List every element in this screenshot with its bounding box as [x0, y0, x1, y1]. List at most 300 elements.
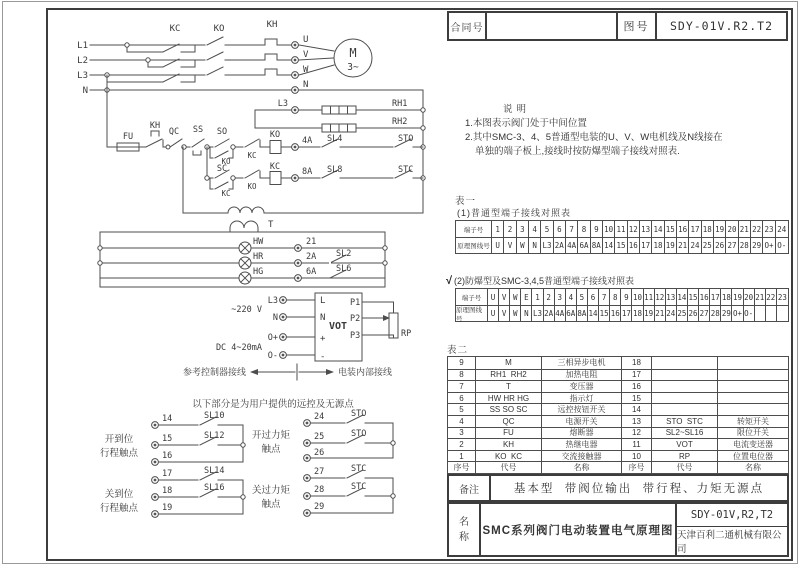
contract-no-value — [487, 13, 618, 39]
label-n-terminal: N — [303, 80, 309, 90]
label-sl10: SL10 — [204, 411, 225, 421]
cell: 22 — [751, 221, 763, 237]
label-kc-interlock: KC — [247, 151, 257, 160]
terminal-14: 14 — [162, 414, 173, 424]
label-stc-contact1: STC — [351, 464, 367, 474]
cell: 10 — [622, 451, 652, 462]
cell: V — [499, 306, 510, 321]
cell: 2A — [544, 306, 555, 321]
cell: 三相异步电机 — [542, 357, 622, 369]
terminal-25: 25 — [314, 432, 325, 442]
cell: 热继电器 — [542, 439, 622, 450]
label-l1: L1 — [77, 41, 88, 51]
vot-pin-l: L — [320, 296, 326, 306]
cell: 17 — [689, 221, 701, 237]
cell: HW HR HG — [476, 393, 542, 404]
terminal-15: 15 — [162, 434, 173, 444]
vot-pin-plus: + — [320, 334, 326, 344]
line-numbers-row — [492, 238, 788, 253]
label-w: W — [303, 65, 309, 75]
table1-sub1: (1)普通型端子接线对照表 — [457, 208, 572, 218]
label-transformer: T — [268, 220, 274, 230]
terminal-27: 27 — [314, 467, 325, 477]
cell: 熔断器 — [542, 428, 622, 439]
cell: 18 — [622, 357, 652, 369]
label-rp: RP — [401, 329, 412, 339]
cell: 1 — [532, 289, 543, 305]
label-qc: QC — [168, 127, 180, 137]
cell: 2 — [544, 289, 555, 305]
table1-sub2: (2)防爆型及SMC-3,4,5普通型端子接线对照表 — [454, 276, 635, 286]
cell: 24 — [666, 306, 677, 321]
cell: 19 — [714, 221, 726, 237]
notes-block — [455, 103, 785, 159]
cell: 4A — [566, 238, 578, 253]
row-label: 端子号 — [456, 289, 488, 305]
cell: RH1 RH2 — [476, 370, 542, 381]
cell: 6 — [554, 221, 566, 237]
terminal-table-explosion — [455, 288, 789, 322]
divider-left-note: 参考控制器接线 — [182, 368, 246, 378]
component-table — [447, 356, 789, 474]
divider-right-note: 电装内部接线 — [338, 368, 393, 378]
cell: FU — [476, 428, 542, 439]
terminal-24: 24 — [314, 412, 325, 422]
cell — [718, 357, 788, 369]
cell: W — [517, 238, 529, 253]
cell: QC — [476, 416, 542, 427]
terminal-numbers-row — [492, 221, 788, 237]
cell: 6A — [578, 238, 590, 253]
table1-sub2-wrap — [446, 274, 634, 287]
cell: 13 — [622, 416, 652, 427]
cell: RP — [652, 451, 718, 462]
cell: 7 — [566, 221, 578, 237]
label-so: SO — [216, 127, 228, 137]
label-4a: 4A — [302, 136, 313, 146]
notes-line3: 单独的端子板上,接线时按防爆型端子接线对照表. — [475, 146, 680, 157]
label-sl12: SL12 — [204, 431, 225, 441]
label-kh-contact: KH — [149, 121, 161, 131]
remarks-block — [447, 474, 789, 502]
cell: 12 — [655, 289, 666, 305]
cell: 14 — [588, 306, 599, 321]
cell: 序号 — [448, 462, 476, 473]
line-numbers-row — [488, 306, 788, 321]
remote-section-title: 以下部分是为用户提供的远控及无源点 — [192, 399, 354, 410]
cell: 19 — [644, 306, 655, 321]
cell: 21 — [755, 289, 766, 305]
label-ko-contactor: KO — [213, 24, 225, 34]
cell: W — [510, 306, 521, 321]
cell: V — [499, 289, 510, 305]
remote-contacts — [100, 398, 395, 517]
label-21: 21 — [306, 237, 317, 247]
cell: 16 — [677, 221, 689, 237]
cell: 指示灯 — [542, 393, 622, 404]
cell: 10 — [632, 289, 643, 305]
cell: 11 — [622, 439, 652, 450]
cell: 12 — [622, 428, 652, 439]
cell: 17 — [622, 370, 652, 381]
cell: O- — [744, 306, 755, 321]
label-l2: L2 — [77, 56, 88, 66]
cell: VOT — [652, 439, 718, 450]
label-sc: SC — [216, 164, 228, 174]
label-8a: 8A — [302, 167, 313, 177]
cell: 9 — [621, 289, 632, 305]
cell — [755, 306, 766, 321]
cell: 序号 — [622, 462, 652, 473]
cell — [652, 404, 718, 415]
label-sl4: SL4 — [327, 134, 343, 144]
cell: 6 — [448, 393, 476, 404]
cell: 22 — [766, 289, 777, 305]
terminal-table-normal — [455, 220, 789, 254]
cell: 11 — [615, 221, 627, 237]
cell: L3 — [532, 306, 543, 321]
label-6a: 6A — [306, 267, 317, 277]
notes-line2: 2.其中SMC-3、4、5普通型电装的U、V、W电机线及N线接在 — [465, 132, 723, 143]
cell — [652, 357, 718, 369]
component-header-row — [448, 461, 788, 473]
cell: 5 — [448, 404, 476, 415]
label-sl8: SL8 — [327, 165, 343, 175]
cell: 17 — [710, 289, 721, 305]
row-label: 原理图线号 — [456, 238, 492, 253]
cell — [777, 306, 788, 321]
cell: 15 — [622, 393, 652, 404]
cell: 8A — [591, 238, 603, 253]
label-fu: FU — [122, 132, 134, 142]
vot-pin-p2: P2 — [350, 314, 361, 324]
terminal-26: 26 — [314, 448, 325, 458]
cell: 20 — [744, 289, 755, 305]
label-sto-contact1: STO — [351, 409, 367, 419]
cell: 14 — [677, 289, 688, 305]
cell: U — [492, 238, 504, 253]
cell: 2A — [554, 238, 566, 253]
cell: 16 — [628, 238, 640, 253]
label-ko-hold: KO — [221, 157, 231, 166]
cell: U — [488, 306, 499, 321]
cell: 12 — [628, 221, 640, 237]
cell: 29 — [721, 306, 732, 321]
cell: 27 — [699, 306, 710, 321]
cell: 14 — [652, 221, 664, 237]
cell: 18 — [721, 289, 732, 305]
group2-label1: 关到位 — [104, 489, 134, 500]
cell: 23 — [777, 292, 787, 302]
vot-transmitter — [216, 293, 411, 362]
remarks-label: 备注 — [449, 476, 491, 500]
cell: 17 — [640, 238, 652, 253]
label-v: V — [303, 50, 309, 60]
cell: V — [504, 238, 516, 253]
label-dc-420ma: DC 4~20mA — [215, 343, 262, 353]
cell: 2 — [504, 221, 516, 237]
cell: STO STC — [652, 416, 718, 427]
cell: 9 — [448, 357, 476, 369]
label-hw: HW — [253, 237, 264, 247]
label-l3: L3 — [77, 71, 88, 81]
group4-label2: 触点 — [261, 499, 281, 510]
component-row — [448, 427, 788, 439]
group1-label1: 开到位 — [104, 434, 134, 445]
cell — [652, 381, 718, 392]
cell: 名称 — [745, 463, 761, 473]
cell: 16 — [610, 306, 621, 321]
cell: 1 — [448, 451, 476, 462]
vot-pin-p3: P3 — [350, 331, 361, 341]
cell: 5 — [577, 289, 588, 305]
company-name: 天津百利二通机械有限公司 — [677, 530, 782, 555]
label-o-minus: O- — [267, 351, 278, 361]
cell: 26 — [714, 238, 726, 253]
label-kc-coil: KC — [269, 162, 281, 172]
cell: O- — [777, 241, 787, 250]
cell: O+ — [732, 306, 743, 321]
cell: 13 — [666, 289, 677, 305]
cell: 9 — [591, 221, 603, 237]
cell: 28 — [739, 238, 751, 253]
component-row — [448, 450, 788, 462]
terminal-18: 18 — [162, 486, 173, 496]
label-u: U — [303, 35, 309, 45]
drawing-title: SMC系列阀门电动装置电气原理图 — [481, 504, 677, 555]
cell: KH — [476, 439, 542, 450]
label-stc: STC — [398, 165, 414, 175]
component-row — [448, 357, 788, 369]
cell — [718, 404, 788, 415]
row-label: 端子号 — [456, 221, 492, 237]
cell: 18 — [652, 238, 664, 253]
cell: 21 — [677, 238, 689, 253]
cell: 3 — [448, 428, 476, 439]
terminal-29: 29 — [314, 502, 325, 512]
group3-label1: 开过力矩 — [251, 430, 291, 441]
cell: 4 — [448, 416, 476, 427]
label-220v: ~220 V — [231, 305, 262, 315]
motor-phase: 3~ — [347, 62, 359, 73]
cell: 16 — [622, 381, 652, 392]
cell: 转矩开关 — [737, 416, 769, 426]
cell: 24 — [689, 238, 701, 253]
cell: 6A — [566, 306, 577, 321]
label-kc-contactor: KC — [169, 24, 181, 34]
cell: 1 — [492, 221, 504, 237]
name-label — [449, 504, 481, 555]
label-sl16: SL16 — [204, 483, 225, 493]
cell — [718, 370, 788, 381]
group4-label1: 关过力矩 — [251, 485, 291, 496]
notes-heading: 说明 — [503, 104, 531, 115]
motor-m: M — [349, 46, 357, 60]
cell: 3 — [555, 289, 566, 305]
cell: SL2~SL16 — [652, 428, 718, 439]
component-row — [448, 415, 788, 427]
control-circuit — [107, 75, 423, 232]
cell: 18 — [702, 221, 714, 237]
cell: 限位开关 — [737, 428, 769, 438]
vot-pin-minus: - — [320, 352, 326, 362]
cell: 4A — [555, 306, 566, 321]
cell: 8 — [448, 370, 476, 381]
cell: KO KC — [476, 451, 542, 462]
wiring-divider — [183, 364, 392, 380]
row-label: 原理图线号 — [456, 306, 488, 321]
cell: N — [529, 238, 541, 253]
cell: SS SO SC — [476, 404, 542, 415]
cell: 6 — [588, 289, 599, 305]
cell: 13 — [640, 221, 652, 237]
label-stc-contact2: STC — [351, 482, 367, 492]
component-row — [448, 438, 788, 450]
cell: 19 — [732, 289, 743, 305]
table2-caption: 表二 — [447, 345, 469, 356]
vot-pin-p1: P1 — [350, 298, 361, 308]
label-ss: SS — [192, 125, 204, 135]
cell: 15 — [615, 238, 627, 253]
cell: 25 — [702, 238, 714, 253]
remarks-value: 基本型 带阀位输出 带行程、力矩无源点 — [513, 483, 765, 495]
cell — [718, 393, 788, 404]
component-row — [448, 369, 788, 381]
cell: E — [521, 289, 532, 305]
cell: 远控按钮开关 — [542, 404, 622, 415]
cell: 4 — [529, 221, 541, 237]
cell: 21 — [739, 221, 751, 237]
vot-title: VOT — [328, 321, 348, 332]
cell: L3 — [541, 238, 553, 253]
cell: 加热电阻 — [542, 370, 622, 381]
cell: 代号 — [652, 462, 718, 473]
cell: 2 — [448, 439, 476, 450]
label-sl2: SL2 — [336, 249, 352, 259]
component-row — [448, 392, 788, 404]
cell: 15 — [599, 306, 610, 321]
cell: 8 — [578, 221, 590, 237]
cell: 变压器 — [542, 381, 622, 392]
component-row — [448, 403, 788, 415]
cell — [766, 306, 777, 321]
component-row — [448, 380, 788, 392]
contract-no-label: 合同号 — [449, 13, 487, 39]
cell: 14 — [603, 238, 615, 253]
name-block — [447, 502, 789, 557]
title-strip — [447, 11, 788, 41]
label-rh2: RH2 — [392, 117, 408, 127]
cell: 14 — [622, 404, 652, 415]
cell: 20 — [726, 221, 738, 237]
label-n: N — [82, 86, 88, 96]
label-kh-overload: KH — [266, 20, 278, 30]
cell: 21 — [655, 306, 666, 321]
cell: 27 — [726, 238, 738, 253]
label-kc-hold: KC — [221, 189, 231, 198]
terminal-17: 17 — [162, 469, 173, 479]
cell: N — [521, 306, 532, 321]
cell — [718, 381, 788, 392]
terminal-19: 19 — [162, 503, 173, 513]
cell: 名称 — [542, 462, 622, 473]
group3-label2: 触点 — [261, 444, 281, 455]
drawing-number: SDY-01V,R2,T2 — [677, 504, 787, 527]
cell: 5 — [541, 221, 553, 237]
cell: T — [476, 381, 542, 392]
name-label-text: 名称 — [459, 516, 469, 543]
cell: 29 — [751, 238, 763, 253]
drawing-no-value: SDY-01V.R2.T2 — [669, 19, 773, 33]
cell: 25 — [677, 306, 688, 321]
power-lines — [77, 20, 423, 96]
cell: 19 — [665, 238, 677, 253]
cell: 24 — [777, 224, 787, 234]
cell: 位置电位器 — [733, 451, 773, 461]
terminal-numbers-row — [488, 289, 788, 305]
label-o-plus: O+ — [267, 333, 278, 343]
terminal-16: 16 — [162, 451, 173, 461]
cell: 8A — [577, 306, 588, 321]
cell — [652, 393, 718, 404]
label-hg: HG — [253, 267, 264, 277]
cell: 7 — [448, 381, 476, 392]
label-2a: 2A — [306, 252, 317, 262]
cell: M — [476, 357, 542, 369]
cell: 电源开关 — [542, 416, 622, 427]
label-ko-coil: KO — [269, 130, 281, 140]
cell: 4 — [566, 289, 577, 305]
label-sl6: SL6 — [336, 264, 352, 274]
cell: 23 — [763, 221, 775, 237]
vot-pin-n: N — [320, 313, 326, 323]
cell: 代号 — [476, 462, 542, 473]
cell: 10 — [603, 221, 615, 237]
cell: 交流接触器 — [542, 451, 622, 462]
cell: 28 — [710, 306, 721, 321]
cell: 16 — [699, 289, 710, 305]
label-rh1: RH1 — [392, 99, 408, 109]
cell: 15 — [688, 289, 699, 305]
cell: 3 — [517, 221, 529, 237]
label-ko-interlock: KO — [247, 182, 257, 191]
cell: 17 — [621, 306, 632, 321]
cell: O+ — [763, 238, 775, 253]
cell: 11 — [644, 289, 655, 305]
drawing-no-label: 图号 — [618, 13, 657, 39]
cell: W — [510, 289, 521, 305]
cell: 18 — [632, 306, 643, 321]
cell: 7 — [599, 289, 610, 305]
cell: 15 — [665, 221, 677, 237]
check-mark: √ — [446, 275, 453, 287]
label-hr: HR — [253, 252, 264, 262]
label-l3-terminal: L3 — [277, 99, 288, 109]
label-vot-l3: L3 — [267, 296, 278, 306]
label-sl14: SL14 — [204, 466, 225, 476]
indicator-lamps — [98, 232, 387, 287]
group1-label2: 行程触点 — [99, 448, 139, 459]
group2-label2: 行程触点 — [99, 503, 139, 514]
label-sto: STO — [398, 134, 414, 144]
cell: U — [488, 289, 499, 305]
table1-caption: 表一 — [455, 196, 477, 207]
cell: 8 — [610, 289, 621, 305]
cell — [652, 370, 718, 381]
motor — [292, 35, 372, 93]
cell: 26 — [688, 306, 699, 321]
label-sto-contact2: STO — [351, 429, 367, 439]
